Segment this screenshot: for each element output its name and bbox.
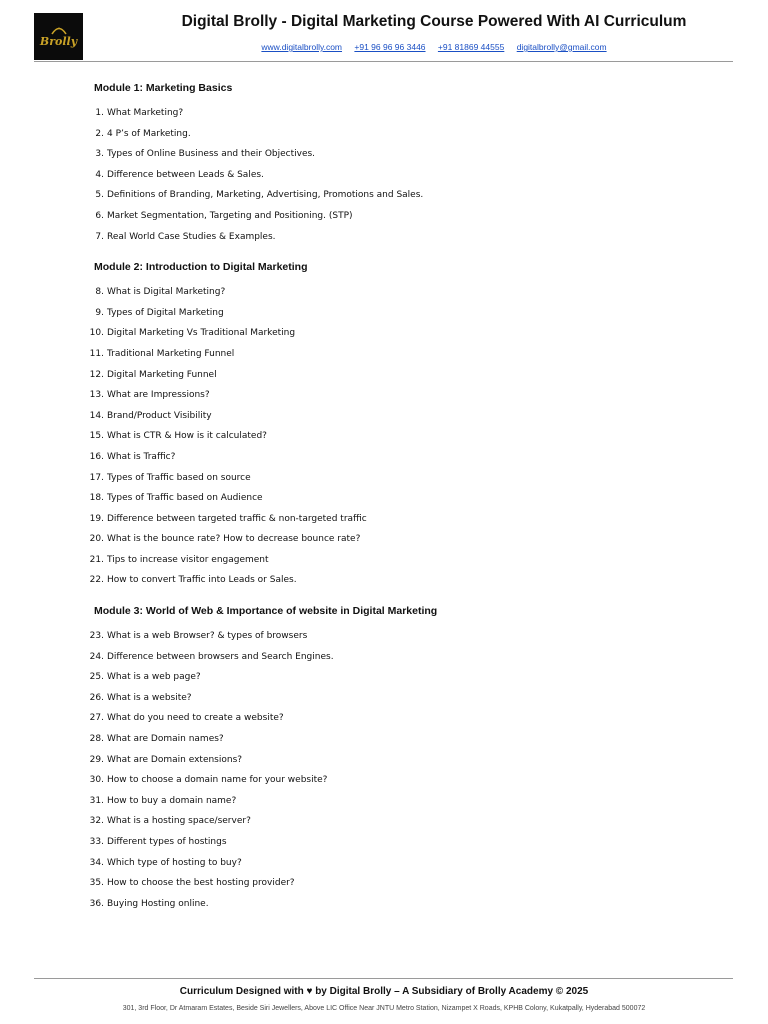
list-item-number: 20. [89,534,104,545]
logo-text: Brolly [39,34,78,48]
list-item-number: 3. [95,149,104,160]
list-item [0,169,768,190]
list-item-text: Types of Traffic based on Audience [107,493,263,504]
list-item [0,189,768,210]
footer-address: 301, 3rd Floor, Dr Atmaram Estates, Beside Siri Jewellers, Above LIC Office Near JNTU Metro Station, Nizampet X Roads, KPHB Colony, Kukatpally, Hyderabad 500072 [122,1005,646,1012]
list-item [0,472,768,493]
page-header [0,0,768,62]
page-title: Digital Brolly - Digital Marketing Course Powered With AI Curriculum [181,13,687,30]
list-item-number: 15. [89,431,104,442]
list-item [0,712,768,733]
list-item [0,286,768,307]
website-link[interactable]: www.digitalbrolly.com [261,42,343,52]
list-item [0,148,768,169]
list-item-text: What are Impressions? [107,390,210,401]
list-item-number: 35. [89,878,104,889]
list-item [0,410,768,431]
list-item [0,107,768,128]
list-item [0,451,768,472]
list-item-text: What is a web Browser? & types of browsers [107,631,308,642]
list-item-number: 26. [89,692,104,703]
list-item-number: 10. [89,328,104,339]
list-item-text: Difference between Leads & Sales. [107,169,264,180]
list-item [0,774,768,795]
list-item-number: 21. [89,554,104,565]
list-item-number: 14. [89,410,104,421]
list-item-number: 1. [95,108,104,118]
list-item-text: 4 P’s of Marketing. [107,128,191,139]
list-item-text: Brand/Product Visibility [107,410,212,421]
list-item-number: 2. [95,128,104,139]
list-item-number: 13. [89,390,104,401]
list-item-text: How to choose the best hosting provider? [107,878,295,889]
module-title: Module 2: Introduction to Digital Marketing [94,261,308,274]
list-item-number: 9. [95,307,104,318]
list-item-text: Market Segmentation, Targeting and Positioning. (STP) [107,210,353,221]
email-link[interactable]: digitalbrolly@gmail.com [516,42,607,52]
footer-divider [34,978,733,979]
list-item [0,492,768,513]
curriculum-content [0,80,768,918]
list-item-number: 5. [95,190,104,201]
list-item-text: What is a website? [107,692,192,703]
list-item-text: Different types of hostings [107,837,227,847]
list-item [0,430,768,451]
list-item [0,671,768,692]
list-item-number: 19. [89,513,104,524]
list-item-number: 34. [89,857,104,868]
list-item-text: Digital Marketing Funnel [107,369,217,380]
module-topic-list [0,630,768,918]
module-1 [0,80,768,251]
list-item-number: 11. [89,348,104,359]
list-item-text: What is a web page? [107,672,201,683]
list-item-number: 7. [95,231,104,242]
list-item-number: 4. [95,169,104,180]
list-item-number: 31. [89,795,104,806]
list-item-text: How to buy a domain name? [107,795,237,806]
module-title: Module 3: World of Web & Importance of website in Digital Marketing [94,605,438,618]
list-item [0,795,768,816]
list-item [0,630,768,651]
list-item-text: What is a hosting space/server? [107,816,251,827]
list-item-number: 36. [89,898,104,909]
list-item [0,898,768,919]
list-item-text: What are Domain names? [107,734,224,745]
list-item [0,327,768,348]
list-item [0,513,768,534]
contact-links [100,41,768,53]
list-item [0,231,768,252]
list-item-number: 32. [89,816,104,827]
list-item-text: How to choose a domain name for your website? [107,775,328,786]
module-title: Module 1: Marketing Basics [94,82,233,94]
list-item-number: 27. [89,713,104,724]
umbrella-icon [50,26,68,35]
list-item-text: Types of Traffic based on source [107,472,251,483]
list-item-text: What are Domain extensions? [107,754,243,765]
header-divider [34,61,733,62]
list-item-text: Buying Hosting online. [107,898,209,909]
list-item-number: 22. [89,575,104,586]
module-topic-list [0,107,768,251]
list-item-text: Tips to increase visitor engagement [107,554,269,565]
list-item [0,307,768,328]
list-item-number: 24. [89,651,104,662]
module-2 [0,259,768,595]
list-item [0,533,768,554]
list-item-text: What is CTR & How is it calculated? [107,431,267,442]
list-item [0,877,768,898]
list-item [0,836,768,857]
list-item-text: What is Digital Marketing? [107,287,226,298]
list-item-number: 6. [95,210,104,221]
list-item [0,857,768,878]
list-item-text: Types of Online Business and their Objectives. [107,149,316,160]
phone-link-2[interactable]: +91 81869 44555 [437,42,505,52]
list-item [0,733,768,754]
list-item-number: 12. [89,369,104,380]
list-item-text: Real World Case Studies & Examples. [107,231,276,242]
list-item-number: 33. [89,837,104,847]
list-item-number: 18. [89,493,104,504]
list-item-text: Difference between browsers and Search Engines. [107,651,334,662]
module-3 [0,603,768,918]
list-item-text: What is Traffic? [107,451,176,462]
footer-tagline: Curriculum Designed with ♥ by Digital Brolly – A Subsidiary of Brolly Academy © 2025 [179,986,589,997]
list-item-text: Difference between targeted traffic & non-targeted traffic [107,513,367,524]
list-item-number: 25. [89,672,104,683]
module-topic-list [0,286,768,595]
list-item [0,210,768,231]
list-item-number: 16. [89,451,104,462]
list-item-number: 23. [89,631,104,642]
list-item-number: 29. [89,754,104,765]
list-item-text: Types of Digital Marketing [107,307,224,318]
list-item [0,128,768,149]
list-item [0,389,768,410]
brolly-logo [34,13,83,60]
list-item-number: 28. [89,734,104,745]
list-item [0,348,768,369]
list-item [0,574,768,595]
list-item-text: What is the bounce rate? How to decrease bounce rate? [107,534,361,545]
list-item-text: What Marketing? [107,108,184,118]
list-item [0,651,768,672]
list-item-text: Definitions of Branding, Marketing, Advertising, Promotions and Sales. [107,190,424,201]
list-item-number: 17. [89,472,104,483]
list-item [0,692,768,713]
list-item [0,369,768,390]
list-item-text: Digital Marketing Vs Traditional Marketing [107,328,296,339]
list-item [0,815,768,836]
list-item-text: How to convert Traffic into Leads or Sales. [107,575,297,586]
list-item [0,554,768,575]
list-item-text: Which type of hosting to buy? [107,857,242,868]
list-item-number: 8. [95,287,104,298]
list-item-text: What do you need to create a website? [107,713,284,724]
phone-link-1[interactable]: +91 96 96 96 3446 [354,42,426,52]
list-item [0,754,768,775]
list-item-number: 30. [89,775,104,786]
list-item-text: Traditional Marketing Funnel [107,348,235,359]
